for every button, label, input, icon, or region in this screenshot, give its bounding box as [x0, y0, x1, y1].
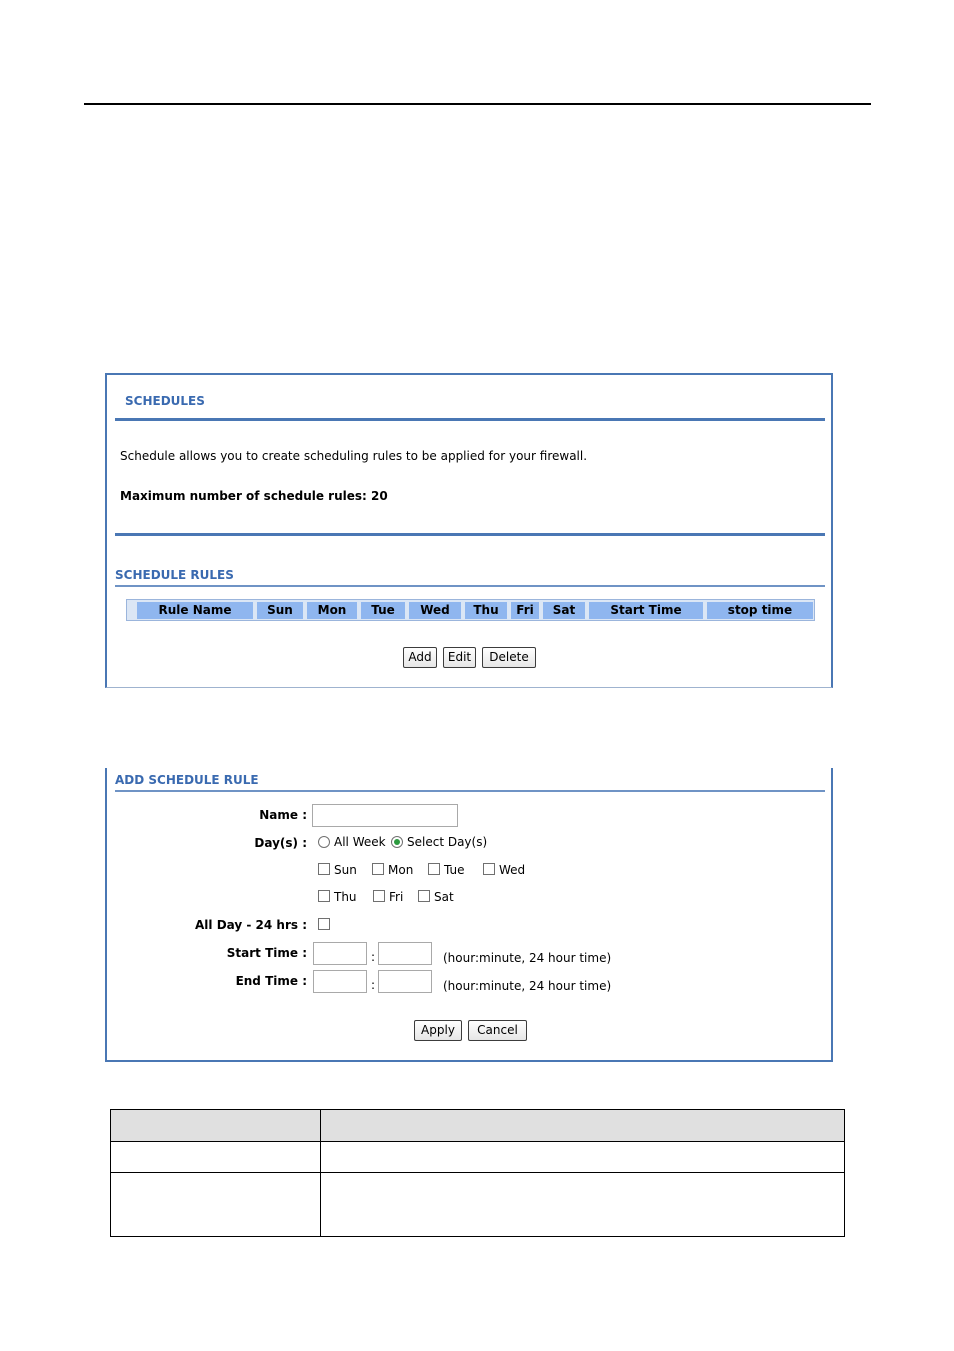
name-label: Name : — [259, 808, 307, 822]
all-week-radio[interactable] — [318, 836, 330, 848]
delete-button[interactable]: Delete — [482, 647, 536, 668]
add-button[interactable]: Add — [403, 647, 437, 668]
col-start-time: Start Time — [589, 602, 703, 619]
table-header-cell — [321, 1110, 845, 1142]
sat-label: Sat — [434, 890, 454, 904]
col-fri: Fri — [511, 602, 539, 619]
start-minute-input[interactable] — [378, 942, 432, 965]
fri-label: Fri — [389, 890, 404, 904]
apply-button[interactable]: Apply — [414, 1020, 462, 1041]
wed-checkbox[interactable] — [483, 863, 495, 875]
add-schedule-rule-panel — [105, 768, 833, 1062]
fri-checkbox[interactable] — [373, 890, 385, 902]
cancel-button[interactable]: Cancel — [468, 1020, 527, 1041]
schedules-description: Schedule allows you to create scheduling rules to be applied for your firewall. — [120, 449, 588, 463]
mon-checkbox[interactable] — [372, 863, 384, 875]
col-sat: Sat — [543, 602, 585, 619]
schedules-divider — [115, 418, 825, 421]
rules-divider-top — [115, 533, 825, 536]
end-time-separator: : — [371, 978, 376, 992]
col-rule-name: Rule Name — [137, 602, 253, 619]
start-time-hint: (hour:minute, 24 hour time) — [443, 951, 612, 965]
end-hour-input[interactable] — [313, 970, 367, 993]
start-time-separator: : — [371, 950, 376, 964]
col-tue: Tue — [361, 602, 405, 619]
col-thu: Thu — [465, 602, 507, 619]
page-top-rule — [84, 103, 871, 105]
table-header-cell — [111, 1110, 321, 1142]
table-cell — [321, 1142, 845, 1173]
start-time-label: Start Time : — [226, 946, 307, 960]
col-mon: Mon — [307, 602, 357, 619]
schedule-rules-divider — [115, 585, 825, 587]
thu-checkbox[interactable] — [318, 890, 330, 902]
schedule-rules-table-header — [126, 599, 815, 621]
sun-label: Sun — [334, 863, 357, 877]
table-cell — [321, 1173, 845, 1237]
all-day-checkbox[interactable] — [318, 918, 330, 930]
wed-label: Wed — [499, 863, 526, 877]
col-stop-time: stop time — [707, 602, 813, 619]
end-minute-input[interactable] — [378, 970, 432, 993]
table-header-row — [111, 1110, 845, 1142]
select-days-radio[interactable] — [391, 836, 403, 848]
start-hour-input[interactable] — [313, 942, 367, 965]
col-sun: Sun — [257, 602, 303, 619]
table-cell — [111, 1173, 321, 1237]
edit-button[interactable]: Edit — [443, 647, 476, 668]
select-days-label: Select Day(s) — [407, 835, 488, 849]
sun-checkbox[interactable] — [318, 863, 330, 875]
col-wed: Wed — [409, 602, 461, 619]
end-time-hint: (hour:minute, 24 hour time) — [443, 979, 612, 993]
schedules-title: SCHEDULES — [125, 394, 205, 408]
max-rules-text: Maximum number of schedule rules: 20 — [120, 489, 388, 503]
add-schedule-rule-title: ADD SCHEDULE RULE — [115, 773, 259, 787]
tue-checkbox[interactable] — [428, 863, 440, 875]
mon-label: Mon — [388, 863, 414, 877]
all-day-label: All Day - 24 hrs : — [195, 918, 307, 932]
name-input[interactable] — [312, 804, 458, 827]
schedules-panel — [105, 373, 833, 688]
table-row — [111, 1173, 845, 1237]
sat-checkbox[interactable] — [418, 890, 430, 902]
schedule-rules-title: SCHEDULE RULES — [115, 568, 234, 582]
add-rule-divider — [115, 790, 825, 792]
thu-label: Thu — [334, 890, 357, 904]
end-time-label: End Time : — [235, 974, 307, 988]
table-row — [111, 1142, 845, 1173]
table-cell — [111, 1142, 321, 1173]
all-week-label: All Week — [334, 835, 386, 849]
days-label: Day(s) : — [254, 836, 307, 850]
description-table — [110, 1109, 845, 1237]
tue-label: Tue — [444, 863, 465, 877]
